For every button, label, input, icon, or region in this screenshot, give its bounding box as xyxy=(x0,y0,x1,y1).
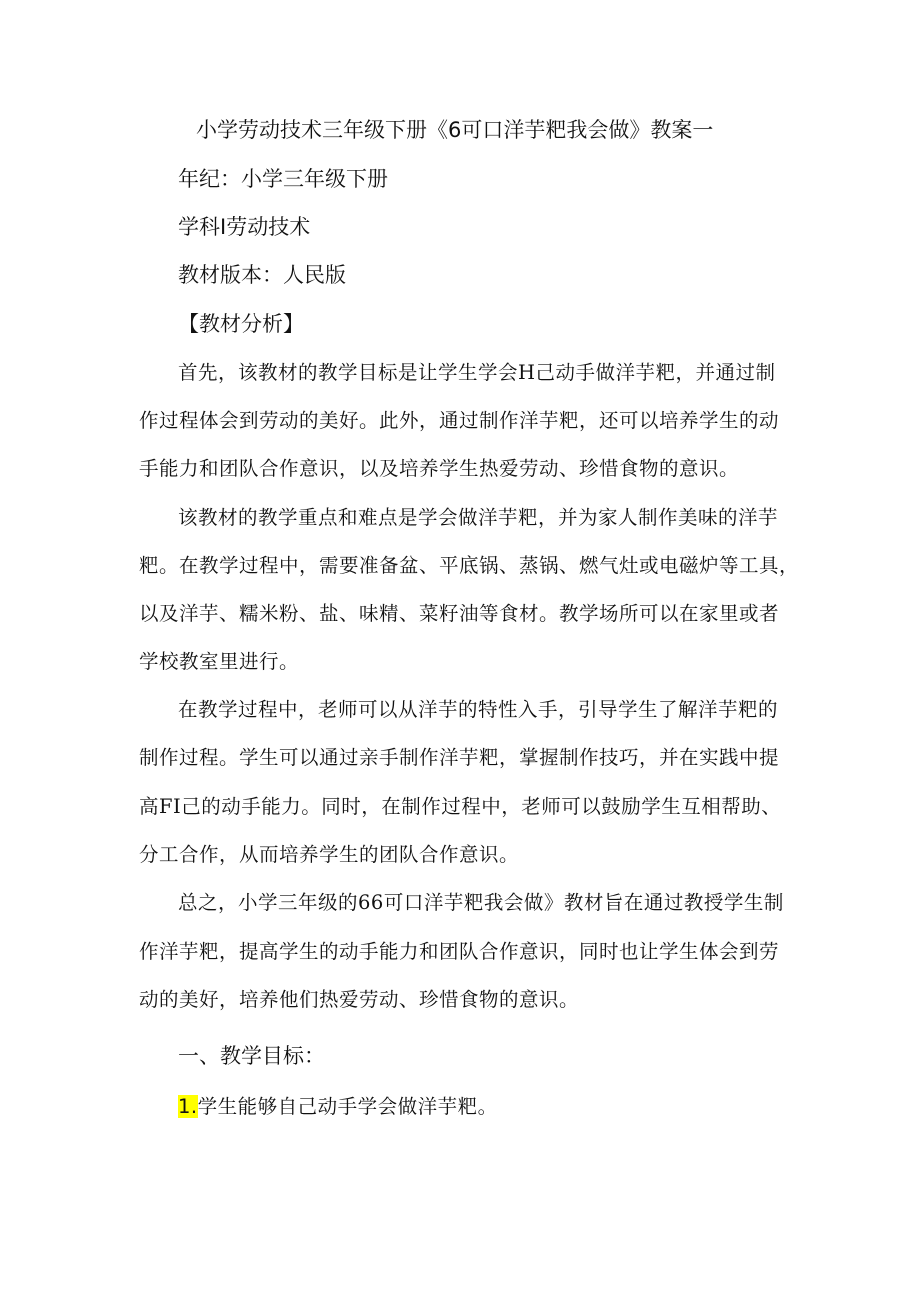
paragraph-3-line-4: 分工合作，从而培养学生的团队合作意识。 xyxy=(139,843,520,866)
edition-line: 教材版本：人民版 xyxy=(178,263,346,287)
paragraph-1-line-3: 手能力和团队合作意识，以及培养学生热爱劳动、珍惜食物的意识。 xyxy=(139,457,740,480)
paragraph-3-line-1: 在教学过程中，老师可以从洋芋的特性入手，引导学生了解洋芋粑的 xyxy=(178,698,779,721)
objective-1-text: 学生能够自己动手学会做洋芋粑。 xyxy=(197,1095,498,1118)
paragraph-2-line-2: 粑。在教学过程中，需要准备盆、平底锅、蒸锅、燃气灶或电磁炉等工具， xyxy=(139,554,800,577)
paragraph-3-line-2: 制作过程。学生可以通过亲手制作洋芋粑，掌握制作技巧，并在实践中提 xyxy=(139,746,780,769)
section-heading-analysis: 【教材分析】 xyxy=(178,312,304,336)
paragraph-2-line-1: 该教材的教学重点和难点是学会做洋芋粑，并为家人制作美味的洋芋 xyxy=(178,506,779,529)
paragraph-2-line-3: 以及洋芋、糯米粉、盐、味精、菜籽油等食材。教学场所可以在家里或者 xyxy=(139,602,780,625)
paragraph-2-line-4: 学校教室里进行。 xyxy=(139,650,300,673)
objective-1 xyxy=(178,1097,498,1117)
grade-line: 年纪：小学三年级下册 xyxy=(178,167,388,191)
objective-1-number: 1. xyxy=(178,1095,198,1118)
section-heading-objectives: 一、教学目标： xyxy=(178,1044,325,1068)
subject-line: 学科I劳动技术 xyxy=(178,215,311,239)
paragraph-3-line-3: 高FI己的动手能力。同时，在制作过程中，老师可以鼓励学生互相帮助、 xyxy=(139,795,782,818)
paragraph-4-line-2: 作洋芋粑，提高学生的动手能力和团队合作意识，同时也让学生体会到劳 xyxy=(139,940,780,963)
paragraph-4-line-1: 总之，小学三年级的66可口洋芋粑我会做》教材旨在通过教授学生制 xyxy=(178,891,784,914)
paragraph-4-line-3: 动的美好，培养他们热爱劳动、珍惜食物的意识。 xyxy=(139,988,580,1011)
paragraph-1-line-1: 首先，该教材的教学目标是让学生学会H己动手做洋芋粑，并通过制 xyxy=(178,361,776,384)
document-title: 小学劳动技术三年级下册《6可口洋芋粑我会做》教案一 xyxy=(196,118,714,142)
paragraph-1-line-2: 作过程体会到劳动的美好。此外，通过制作洋芋粑，还可以培养学生的动 xyxy=(139,409,780,432)
